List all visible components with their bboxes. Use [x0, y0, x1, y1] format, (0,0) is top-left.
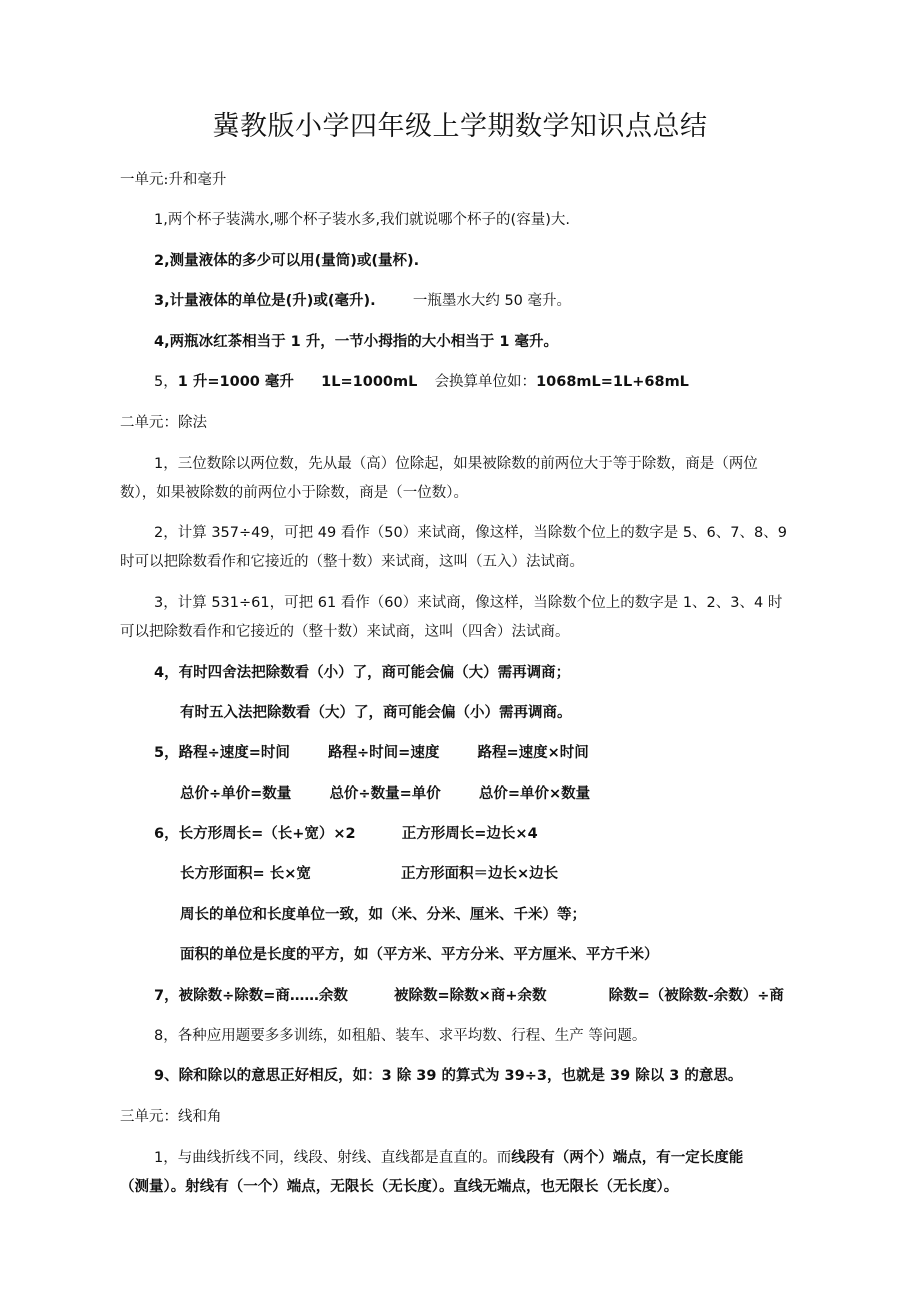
unit2-point-7 [154, 984, 784, 1005]
unit2-point-2-line1: 2，计算 357÷49，可把 49 看作（50）来试商，像这样，当除数个位上的数字是 5、6、7、8、9 [154, 525, 787, 541]
unit2-point-3-line1: 3，计算 531÷61，可把 61 看作（60）来试商，像这样，当除数个位上的数字是 1、2、3、4 时 [154, 595, 783, 611]
unit2-point-2-line2: 时可以把除数看作和它接近的（整十数）来试商，这叫（五入）法试商。 [120, 554, 584, 570]
unit3-point-1-segment: 线段有（两个）端点，有一定长度能 [511, 1150, 744, 1166]
formula-division-remainder: 被除数÷除数=商……余数 [178, 988, 348, 1004]
unit1-point-1: 1,两个杯子装满水,哪个杯子装水多,我们就说哪个杯子的(容量)大. [154, 212, 570, 228]
unit3-point-1-line2: （测量）。射线有（一个）端点，无限长（无长度）。直线无端点，也无限长（无长度）。 [120, 1179, 679, 1195]
unit2-point-7-num: 7， [154, 988, 179, 1004]
unit1-point-5-example: 1068mL=1L+68mL [536, 374, 689, 390]
unit2-point-4-line1: 4，有时四舍法把除数看（小）了，商可能会偏（大）需再调商； [154, 665, 571, 681]
unit1-point-5-label: 会换算单位如： [434, 374, 537, 390]
unit1-point-3-main: 3,计量液体的单位是(升)或(毫升). [154, 293, 376, 309]
unit2-point-1-line1: 1，三位数除以两位数，先从最（高）位除起，如果被除数的前两位大于等于除数，商是（两位 [154, 456, 758, 472]
unit2-point-6-line1 [154, 822, 538, 843]
formula-speed: 路程÷时间=速度 [328, 745, 440, 761]
unit2-point-3-line2: 可以把除数看作和它接近的（整十数）来试商，这叫（四舍）法试商。 [120, 624, 570, 640]
unit2-point-5-line2 [180, 782, 590, 803]
unit2-point-6-line4: 面积的单位是长度的平方，如（平方米、平方分米、平方厘米、平方千米） [180, 947, 659, 963]
unit2-point-6-num: 6， [154, 826, 179, 842]
unit1-point-3 [154, 289, 571, 310]
unit1-point-4: 4,两瓶冰红茶相当于 1 升，一节小拇指的大小相当于 1 毫升。 [154, 334, 558, 350]
formula-total-price: 总价=单价×数量 [478, 786, 591, 802]
unit2-point-5-num: 5， [154, 745, 179, 761]
unit1-heading: 一单元:升和毫升 [120, 172, 227, 188]
unit1-point-5 [154, 370, 689, 391]
unit1-point-3-note: 一瓶墨水大约 50 毫升。 [412, 293, 572, 309]
unit3-point-1-line1 [154, 1146, 743, 1167]
page-title: 冀教版小学四年级上学期数学知识点总结 [212, 111, 708, 142]
unit2-point-6-line3: 周长的单位和长度单位一致，如（米、分米、厘米、千米）等； [180, 907, 586, 923]
formula-quantity: 总价÷单价=数量 [180, 786, 292, 802]
formula-time: 路程÷速度=时间 [178, 745, 290, 761]
unit1-point-5-num: 5， [154, 374, 178, 390]
unit2-point-5-line1 [154, 741, 589, 762]
formula-square-area: 正方形面积＝边长×边长 [400, 866, 559, 882]
unit2-point-6-line2 [180, 862, 558, 883]
formula-distance: 路程=速度×时间 [477, 745, 589, 761]
unit2-point-9: 9、除和除以的意思正好相反，如：3 除 39 的算式为 39÷3，也就是 39 除以 3 的意思。 [154, 1068, 743, 1084]
unit2-heading: 二单元：除法 [120, 415, 207, 431]
formula-square-perimeter: 正方形周长=边长×4 [401, 826, 538, 842]
unit2-point-8: 8，各种应用题要多多训练，如租船、装车、求平均数、行程、生产 等问题。 [154, 1028, 647, 1044]
formula-divisor: 除数=（被除数-余数）÷商 [608, 988, 784, 1004]
formula-unit-price: 总价÷数量=单价 [329, 786, 441, 802]
unit1-point-2: 2,测量液体的多少可以用(量筒)或(量杯). [154, 253, 420, 269]
formula-rect-area: 长方形面积= 长×宽 [180, 866, 311, 882]
unit1-point-5-l: 1L=1000mL [321, 374, 418, 390]
unit2-point-1-line2: 数），如果被除数的前两位小于除数，商是（一位数）。 [120, 485, 468, 501]
formula-dividend: 被除数=除数×商+余数 [394, 988, 547, 1004]
formula-rect-perimeter: 长方形周长=（长+宽）×2 [178, 826, 356, 842]
unit2-point-4-line2: 有时五入法把除数看（大）了，商可能会偏（小）需再调商。 [180, 705, 572, 721]
unit1-point-5-liter: 1 升=1000 毫升 [177, 374, 294, 390]
unit3-heading: 三单元：线和角 [120, 1109, 222, 1125]
unit3-point-1-intro: 1，与曲线折线不同，线段、射线、直线都是直直的。而 [154, 1150, 512, 1166]
